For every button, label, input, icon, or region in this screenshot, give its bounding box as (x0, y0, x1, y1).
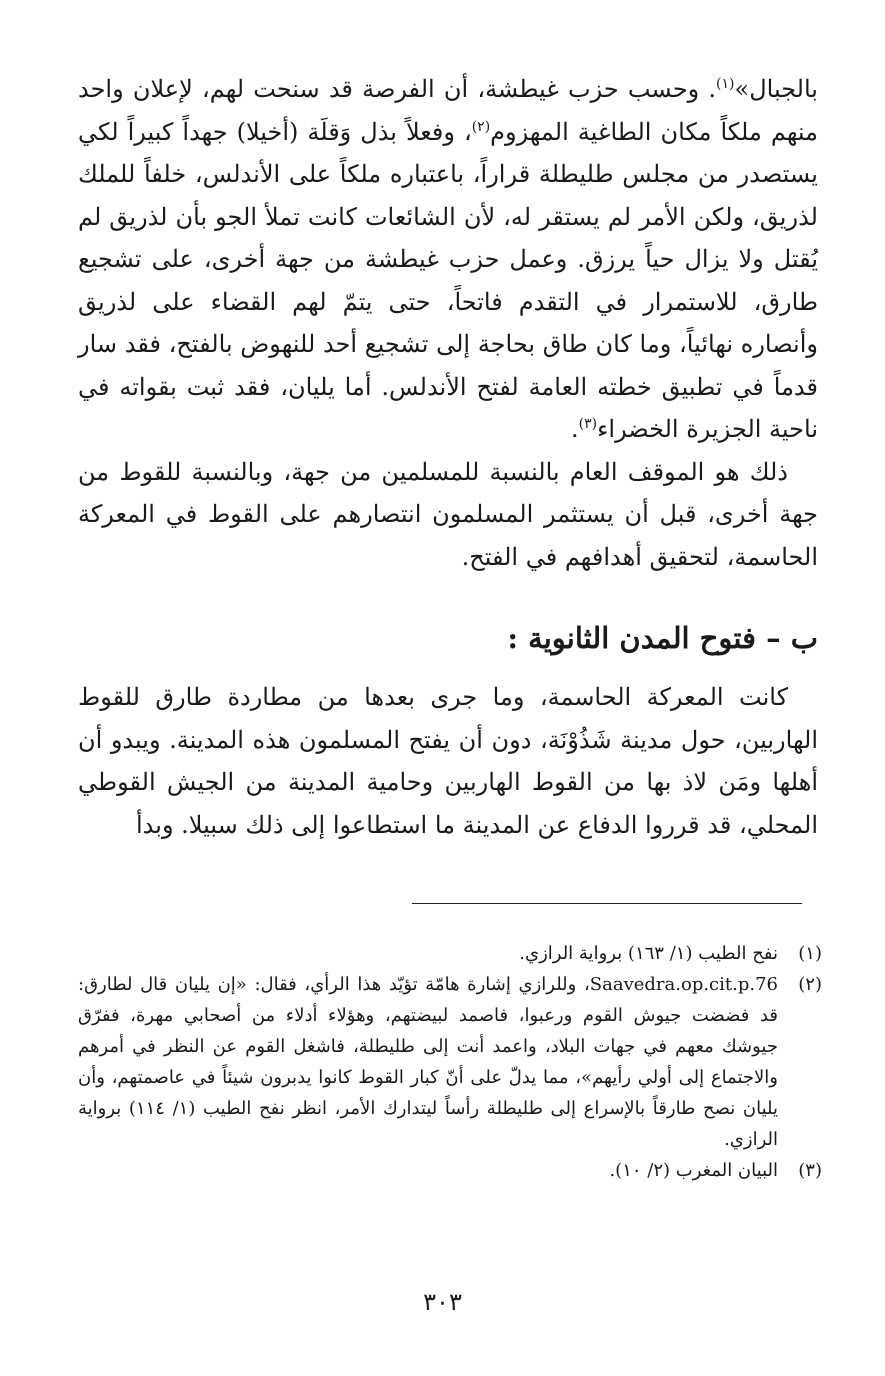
footnote-ref: (٢) (471, 118, 491, 135)
footnote-item (78, 1155, 822, 1186)
footnote-ref: (١) (716, 76, 735, 92)
text-run: . (571, 415, 579, 443)
body-text-2 (78, 676, 818, 846)
footnote-number: (٢) (798, 974, 822, 995)
footnote-text: Saavedra.op.cit.p.76، وللرازي إشارة هامّة تؤيّد هذا الرأي، فقال: «إن يليان قال لطارق: قد فضضت جيوش القوم ورعبوا، فاصمد لبيضتهم، وهؤلاء أدلاء من أصحابي مهرة، ففرّق جيوشك معهم في جهات البلاد، واعمد أنت إلى طليطلة، فاشغل القوم عن النظر في أمرهم والاجتماع إلى أولي رأيهم»، مما يدلّ على أنّ كبار القوط كانوا يدبرون شيئاً في عاصمتهم، وأن يليان نصح طارقاً بالإسراع إلى طليطلة رأساً ليتدارك الأمر، انظر نفح الطيب (١/ ١١٤) برواية الرازي. (78, 974, 778, 1150)
footnotes (78, 938, 822, 1186)
footnote-item (78, 969, 822, 1155)
page-number: ٣٠٣ (423, 1288, 462, 1316)
paragraph-2 (78, 451, 818, 579)
paragraph-1 (78, 68, 818, 451)
text-run: ، وفعلاً بذل وَقلَة (أخيلا) جهداً كبيراً لكي يستصدر من مجلس طليطلة قراراً، باعتباره ملكاً على الأندلس، خلفاً للملك لذريق، ولكن الأمر لم يستقر له، لأن الشائعات كانت تملأ الجو بأن لذريق لم يُقتل ولا يزال حياً يرزق. وعمل حزب غيطشة من جهة أخرى، على تشجيع طارق، للاستمرار في التقدم فاتحاً، حتى يتمّ لهم القضاء على لذريق وأنصاره نهائياً، وما كان طاق بحاجة إلى تشجيع أحد للنهوض بالفتح، فقد سار قدماً في تطبيق خطته العامة لفتح الأندلس. أما يليان، فقد ثبت بقواته في ناحية الجزيرة الخضراء (78, 117, 818, 443)
main-text (78, 68, 818, 846)
footnote-number: (١) (798, 943, 822, 964)
paragraph-3: كانت المعركة الحاسمة، وما جرى بعدها من مطاردة طارق للقوط الهاربين، حول مدينة شَذُوْنَة، دون أن يفتح المسلمون هذه المدينة. ويبدو أن أهلها ومَن لاذ بها من القوط الهاربين وحامية المدينة من الجيش القوطي المحلي، قد قرروا الدفاع عن المدينة ما استطاعوا إلى ذلك سبيلا. وبدأ (78, 683, 818, 839)
footnote-divider (412, 903, 802, 904)
text-run: بالجبال» (734, 75, 818, 103)
section-heading: ب – فتوح المدن الثانوية : (507, 621, 818, 655)
footnote-ref: (٣) (578, 416, 598, 432)
footnote-item (78, 938, 822, 969)
text-run: . وحسب حزب غيطشة، أن الفرصة قد سنحت لهم، لإعلان واحد منهم ملكاً مكان الطاغية المهزوم (78, 75, 819, 146)
footnote-number: (٣) (798, 1160, 822, 1181)
body-text (78, 68, 818, 578)
footnote-text: البيان المغرب (٢/ ١٠). (609, 1160, 778, 1181)
footnote-text: نفح الطيب (١/ ١٦٣) برواية الرازي. (519, 943, 778, 964)
text-run: ذلك هو الموقف العام بالنسبة للمسلمين من جهة، وبالنسبة للقوط من جهة أخرى، قبل أن يستثمر المسلمون انتصارهم على القوط في المعركة الحاسمة، لتحقيق أهدافهم في الفتح. (78, 457, 818, 571)
